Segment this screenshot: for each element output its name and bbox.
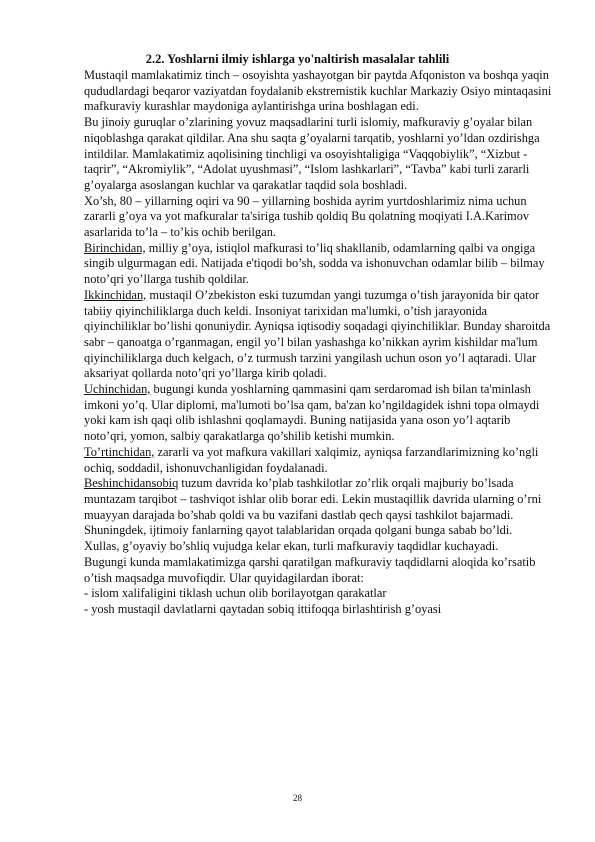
paragraph: Beshinchidansobiq tuzum davrida ko’plab tashkilotlar zo’rlik orqali majburiy bo’lsada muntazam tarqibot – tashviqot ishlar olib borar edi. Lekin mustaqillik davrida ularning o’rni muayyan darajada bo’shab qoldi va bu vazifani dastlab qech qaysi tashkilot bajarmadi. (84, 476, 542, 522)
paragraph: Xo’sh, 80 – yillarning oqiri va 90 – yillarning boshida ayrim yurtdoshlarimiz nima uchun zararli g’oya va yot mafkuralar ta'siriga tushib qoldiq Bu qolatning moqiyati I.A.Karimov asarlarida to’la – to’kis ochib berilgan. (84, 193, 530, 240)
paragraph: Birinchidan, milliy g’oya, istiqlol mafkurasi to’liq shakllanib, odamlarning qalbi va ongiga singib ulgurmagan edi. Natijada e'tiqodi bo’sh, sodda va ishonuvchan odamlar bilib – bilmay noto’qri yo’llarga tushib qoldilar. (84, 240, 545, 287)
paragraph: Bugungi kunda mamlakatimizga qarshi qaratilgan mafkuraviy taqdidlarni aloqida ko’rsatib o’tish maqsadga muvofiqdir. Ular quyidagilardan iborat: (84, 554, 536, 585)
paragraph: Xullas, g’oyaviy bo’shliq vujudga kelar ekan, turli mafkuraviy taqdidlar kuchayadi. (84, 539, 499, 554)
list-item: - yosh mustaqil davlatlarni qaytadan sobiq ittifoqqa birlashtirish g’oyasi (84, 601, 442, 616)
underlined-lead: Uchinchidan, (84, 382, 151, 397)
paragraph: Ikkinchidan, mustaqil O’zbekiston eski tuzumdan yangi tuzumga o’tish jarayonida bir qator tabiiy qiyinchiliklarga duch keldi. Insoniyat tarixidan ma'lumki, o’tish jarayonida qiyinchiliklar bo’lishi qonuniydir. Ayniqsa iqtisodiy soqadagi qiyinchiliklar. Bunday sharoitda sabr – qanoatga o’rganmagan, engil yo’l bilan yashashga ko’nikkan ayrim kishildar ma'lum qiyinchiliklarga duch kelgach, o’z turmush tarzini yangilash uchun oson yo’l aqtaradi. Ular aksariyat qollarda noto’qri yo’llarga kirib qoladi. (84, 287, 551, 381)
paragraph: Shuningdek, ijtimoiy fanlarning qayot talablaridan orqada qolgani bunga sabab bo’ldi. (84, 523, 513, 538)
section-heading: 2.2. Yoshlarni ilmiy ishlarga yo'naltirish masalalar tahlili (145, 52, 450, 66)
underlined-lead: Ikkinchidan, (84, 287, 147, 302)
body-text (84, 68, 554, 618)
paragraph: Mustaqil mamlakatimiz tinch – osoyishta yashayotgan bir paytda Afqoniston va boshqa yaqin qududlardagi beqaror vaziyatdan foydalanib ekstremistik kuchlar Markaziy Osiyo mintaqasini mafkuraviy kurashlar maydoniga aylantirishga urina boshlagan edi. (84, 68, 552, 114)
page-number: 28 (293, 793, 302, 803)
underlined-lead: Beshinchidansobiq (84, 476, 179, 491)
underlined-lead: To’rtinchidan, (84, 444, 155, 459)
paragraph: Uchinchidan, bugungi kunda yoshlarning qammasini qam serdaromad ish bilan ta'minlash imkoni yo’q. Ular diplomi, ma'lumoti bo’lsa qam, ba'zan ko’ngildagidek ishni topa olmaydi yoki kam ish qaqi olib ishlashni qoqlamaydi. Buning natijasida yana oson yo’l aqtarib noto’qri, yomon, salbiy qarakatlarga qo’shilib ketishi mumkin. (84, 382, 540, 444)
list-item: - islom xalifaligini tiklash uchun olib borilayotgan qarakatlar (84, 586, 387, 601)
paragraph: To’rtinchidan, zararli va yot mafkura vakillari xalqimiz, ayniqsa farzandlarimizning ko’ngli ochiq, soddadil, ishonuvchanligidan foydalanadi. (84, 444, 539, 475)
paragraph: Bu jinoiy guruqlar o’zlarining yovuz maqsadlarini turli islomiy, mafkuraviy g’oyalar bilan niqoblashga qarakat qildilar. Ana shu saqta g’oyalarni tarqatib, yoshlarni yo’ldan ozdirishga intildilar. Mamlakatimiz aqolisining tinchligi va osoyishtaligiga “Vaqqobiylik”, “Xizbut - taqrir”, “Akromiylik”, “Adolat uyushmasi”, “Islom lashkarlari”, “Tavba” kabi turli zararli g’oyalarga asoslangan kuchlar va qarakatlar taqdid sola boshladi. (84, 115, 540, 192)
underlined-lead: Birinchidan, (84, 240, 146, 255)
